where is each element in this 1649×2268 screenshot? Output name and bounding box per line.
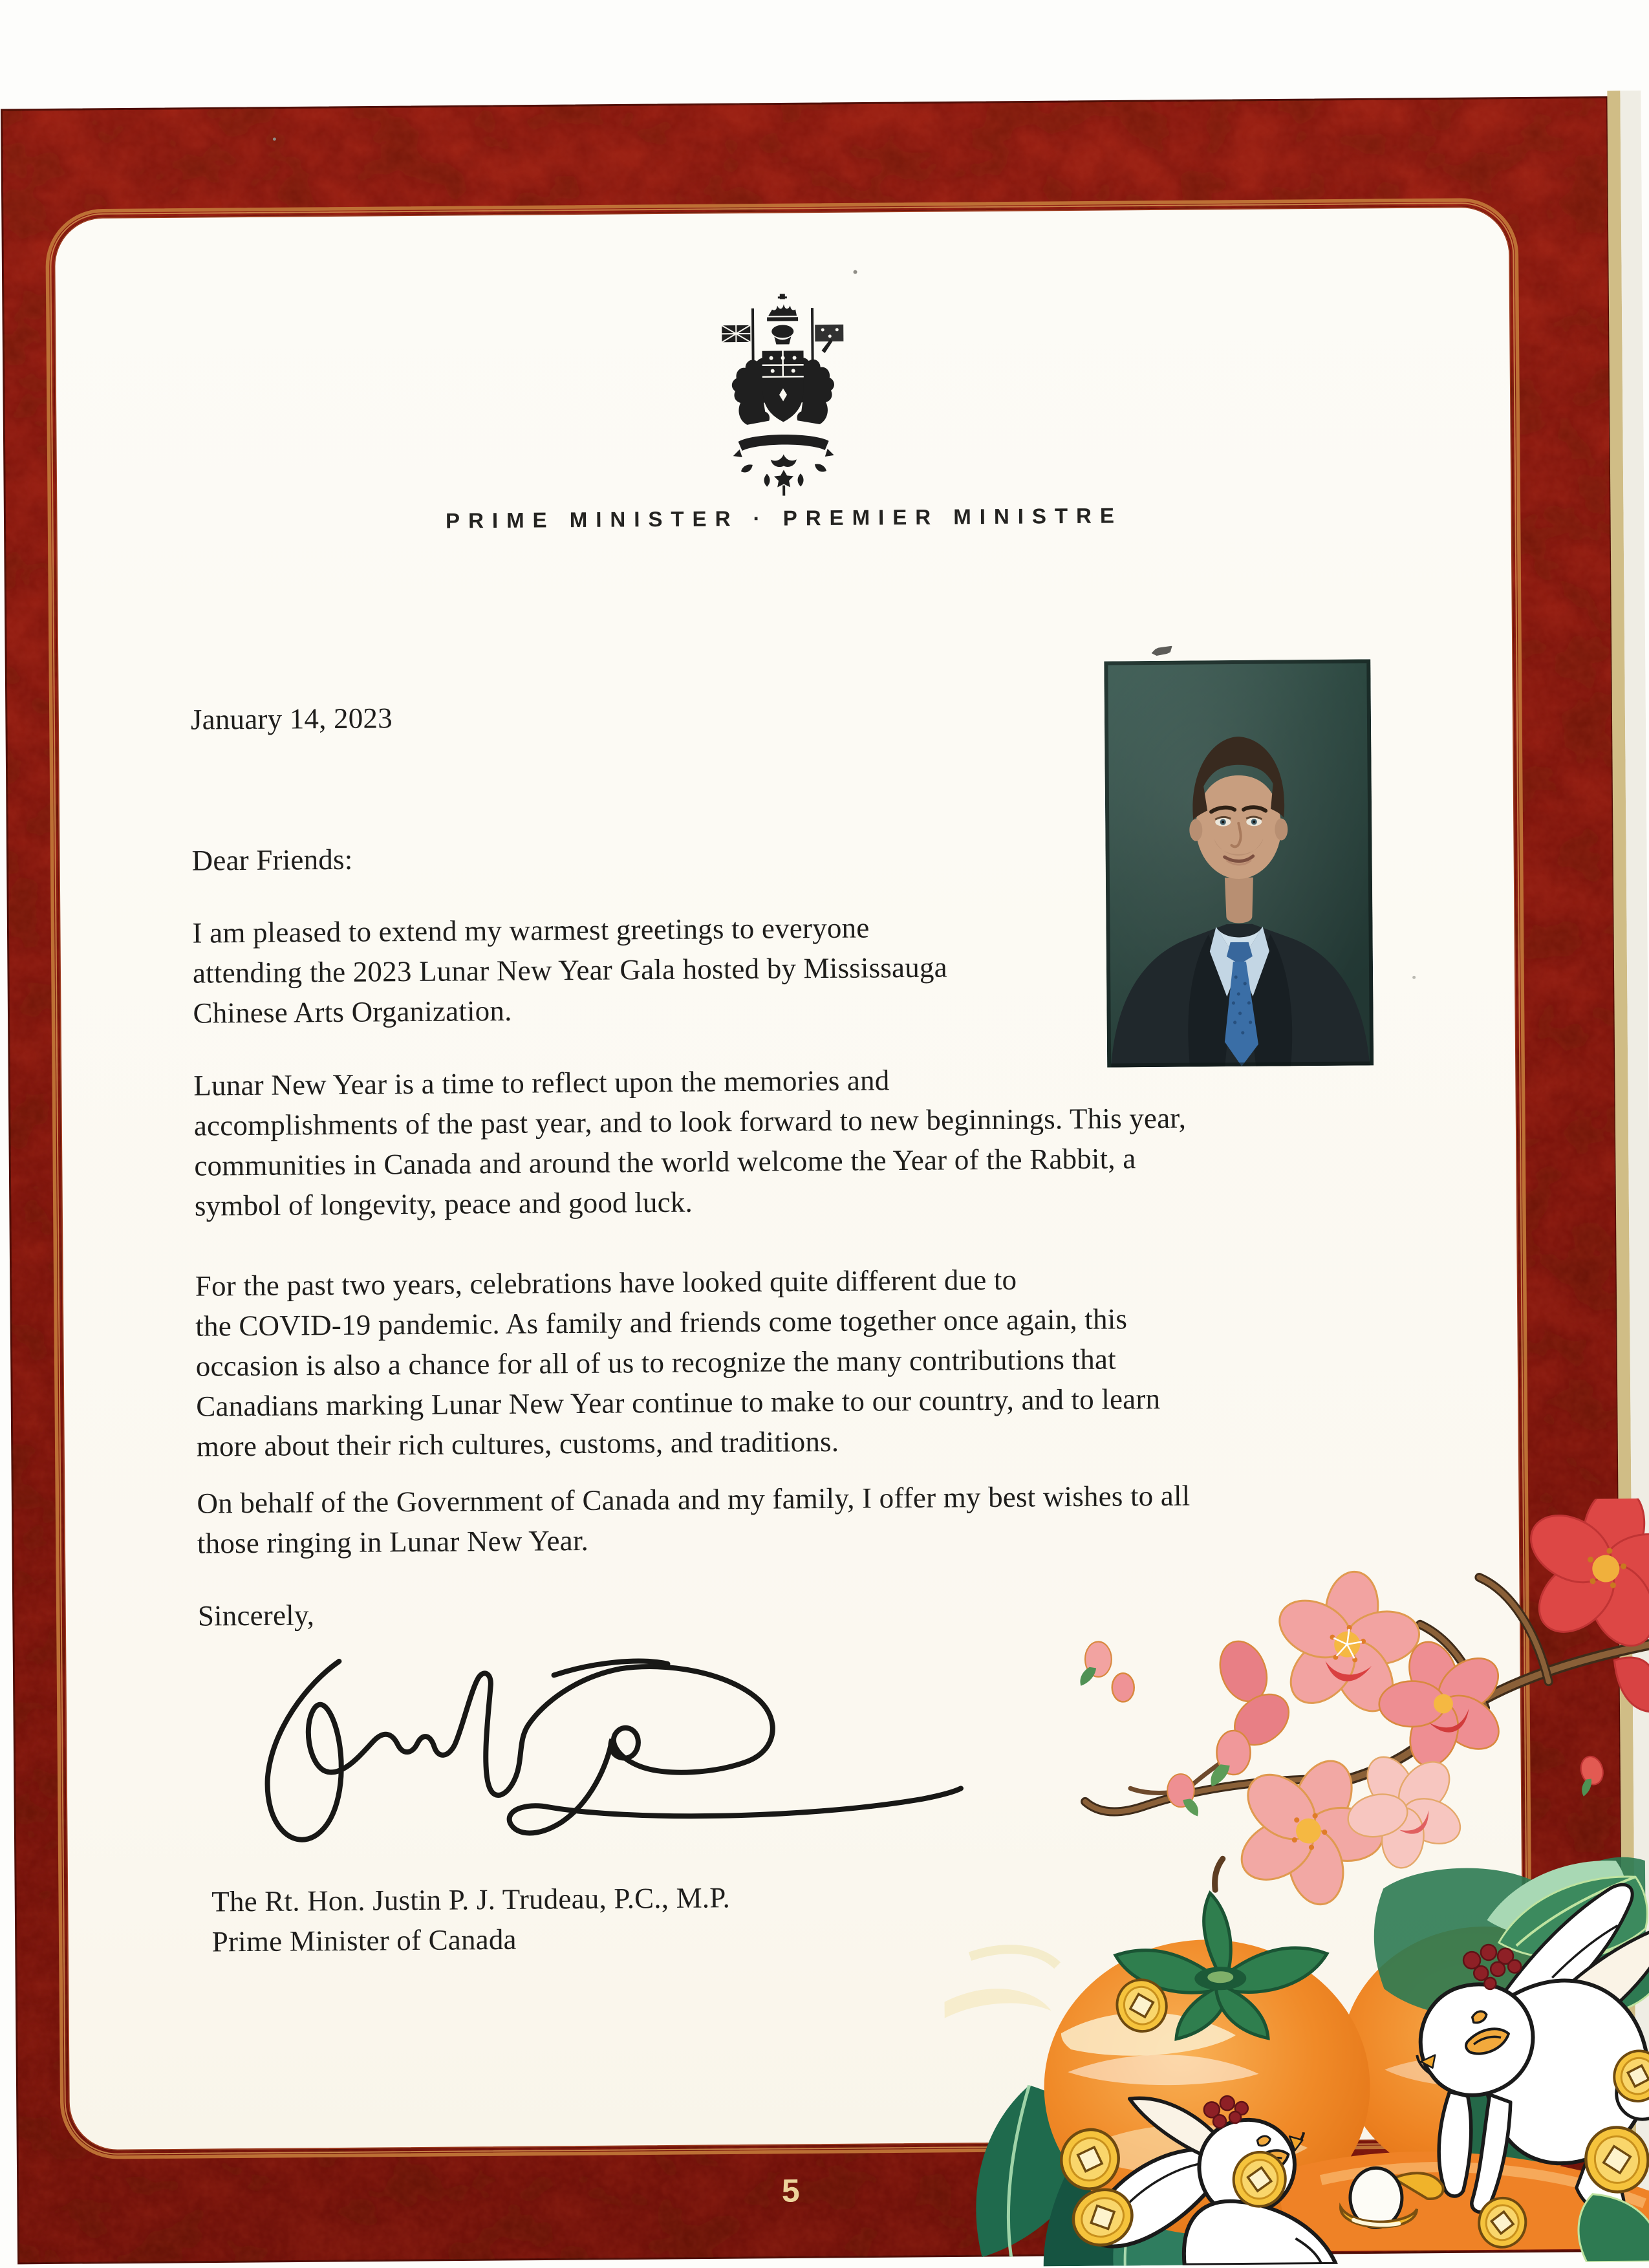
paragraph-1 <box>192 907 947 1033</box>
dust-speck <box>854 270 857 274</box>
paragraph-line: On behalf of the Government of Canada and my family, I offer my best wishes to all <box>197 1479 1191 1520</box>
signer-title: Prime Minister of Canada <box>211 1923 517 1958</box>
paragraph-line: the COVID-19 pandemic. As family and friends come together once again, this <box>195 1302 1128 1343</box>
salutation: Dear Friends: <box>191 843 353 877</box>
signer-name: The Rt. Hon. Justin P. J. Trudeau, P.C., M.P. <box>211 1881 731 1918</box>
paragraph-line: communities in Canada and around the world welcome the Year of the Rabbit, a <box>194 1142 1136 1182</box>
dust-speck <box>1412 976 1416 979</box>
page-number: 5 <box>781 2172 800 2209</box>
paragraph-line: I am pleased to extend my warmest greetings to everyone <box>192 911 870 949</box>
office-title: PRIME MINISTER · PREMIER MINISTRE <box>445 503 1123 533</box>
cloud-wisp <box>944 1988 1051 2018</box>
paragraph-line: Lunar New Year is a time to reflect upon the memories and <box>193 1064 890 1102</box>
paragraph-line: Chinese Arts Organization. <box>193 994 512 1030</box>
dust-speck <box>273 138 276 141</box>
paragraph-line: Canadians marking Lunar New Year continue to make to our country, and to learn <box>196 1382 1161 1423</box>
paragraph-line: more about their rich cultures, customs, and traditions. <box>196 1425 839 1463</box>
trudeau-signature-icon <box>211 1645 976 1874</box>
paragraph-2 <box>193 1058 1187 1226</box>
paragraph-line: occasion is also a chance for all of us to recognize the many contributions that <box>195 1343 1116 1383</box>
paragraph-3 <box>195 1258 1161 1467</box>
red-petal-partial <box>1614 1658 1649 1712</box>
closing: Sincerely, <box>197 1599 315 1632</box>
letter-date: January 14, 2023 <box>190 702 393 736</box>
paragraph-line: attending the 2023 Lunar New Year Gala hosted by Mississauga <box>192 951 947 989</box>
canada-coat-of-arms-icon <box>713 291 854 502</box>
trudeau-portrait-photo <box>1104 659 1374 1067</box>
red-bud <box>1573 1754 1608 1797</box>
paragraph-line: those ringing in Lunar New Year. <box>197 1524 589 1560</box>
paragraph-line: For the past two years, celebrations have looked quite different due to <box>195 1263 1017 1302</box>
paragraph-line: accomplishments of the past year, and to look forward to new beginnings. This year, <box>193 1101 1187 1142</box>
year-of-the-rabbit-artwork <box>927 1498 1649 2267</box>
paragraph-line: symbol of longevity, peace and good luck. <box>194 1185 693 1222</box>
red-flower <box>1503 1498 1649 1669</box>
